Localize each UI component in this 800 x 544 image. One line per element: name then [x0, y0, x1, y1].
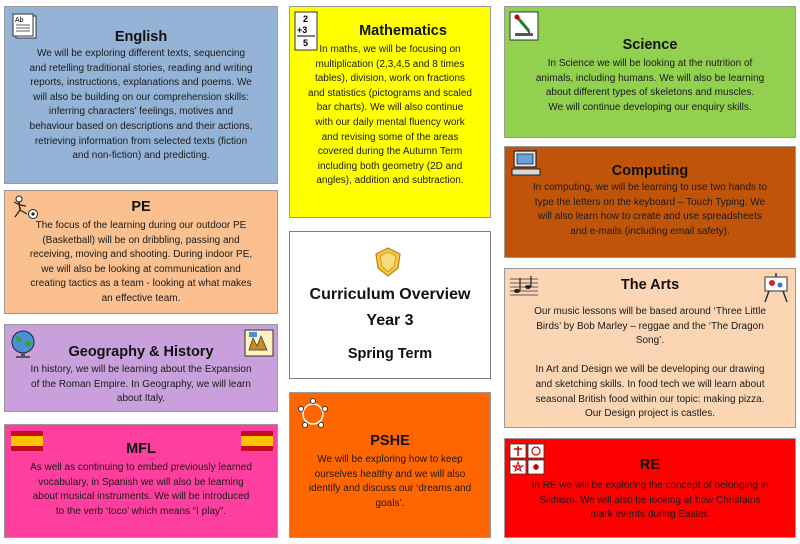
computing-panel — [504, 146, 796, 258]
maths-panel — [289, 6, 491, 218]
arts-title: The Arts — [620, 277, 680, 293]
computing-text: In computing, we will be learning to use two hands to type the letters on the keyboard – Touch Typing. We will also learn how to create and use spreadsheets and e-mails (including email safety). — [532, 182, 768, 237]
pe-title: PE — [131, 199, 151, 215]
science-text: In Science we will be looking at the nutrition of animals, including humans. We will also be learning about different types of skeletons and muscles. We will continue developing our enquiry skills. — [535, 58, 765, 113]
english-title: English — [114, 29, 168, 45]
computing-title: Computing — [611, 163, 689, 179]
sum-icon-mid: +3 — [297, 25, 308, 35]
maths-text: In maths, we will be focusing on multiplication (2,3,4,5 and 8 times tables), division, work on fractions and statistics (pictograms and scaled bar charts). We will also continue with our daily mental fluency work and revising some of the areas covered during the Autumn Term including both geometry (2D and angles), addition and subtraction. — [308, 44, 472, 187]
re-panel — [504, 438, 796, 538]
pe-text: The focus of the learning during our outdoor PE (Basketball) will be on dribbling, passing and receiving, moving and shooting. During indoor PE, we will also be looking at communication and creating tactics as a team - looking at what makes an effective team. — [29, 220, 253, 304]
mfl-title: MFL — [126, 441, 156, 457]
english-text: We will be exploring different texts, sequencing and retelling traditional stories, reading and writing reports, instructions, explanations and poems. We will also be building on our comprehension skills: inferring characters’ feelings, motives and behaviour based on descriptions and their actions, retrieving information from selected texts (fiction and non-fiction) and predicting. — [29, 48, 253, 162]
arts-text: Our music lessons will be based around ‘Three Little Birds’ by Bob Marley – reggae and the ‘The Dragon Song’. In Art and Design we will be developing our drawing and sketching skills. In food tech we will learn about seasonal British food within our topic: making pizza. Our Design project is castles. — [534, 306, 766, 420]
overview-term: Spring Term — [347, 346, 433, 362]
geography-text: In history, we will be learning about the Expansion of the Roman Empire. In Geography, we will learn about Italy. — [30, 364, 252, 405]
re-title: RE — [639, 457, 661, 473]
maths-title: Mathematics — [359, 23, 447, 39]
geography-title: Geography & History — [68, 344, 214, 360]
sum-icon-top: 2 — [303, 14, 309, 24]
geography-panel — [4, 324, 278, 412]
re-text: In RE we will be exploring the concept of belonging in Sikhism. We will also be looking at how Christains mark events during Easter. — [531, 480, 769, 521]
school-crest-icon — [374, 246, 402, 278]
overview-panel — [289, 231, 491, 379]
document-icon-label: Ab — [15, 17, 24, 24]
mfl-panel — [4, 424, 278, 538]
overview-title: Curriculum Overview — [309, 286, 471, 303]
pe-panel — [4, 190, 278, 314]
mfl-text: As well as continuing to embed previously learned vocabulary, in Spanish we will also be learning about musical instruments. We will be introduced to the verb ‘toco’ which means “I play”. — [30, 462, 252, 517]
english-panel — [4, 6, 278, 184]
pshe-title: PSHE — [370, 433, 410, 449]
arts-panel — [504, 268, 796, 428]
sum-icon-bottom: 5 — [303, 38, 309, 48]
science-title: Science — [622, 37, 678, 53]
people-circle-icon — [296, 397, 330, 431]
science-panel — [504, 6, 796, 138]
pshe-panel — [289, 392, 491, 538]
overview-year: Year 3 — [366, 312, 414, 329]
pshe-text: We will be exploring how to keep ourselves healthy and we will also identify and discuss our ‘dreams and goals’. — [308, 454, 472, 509]
